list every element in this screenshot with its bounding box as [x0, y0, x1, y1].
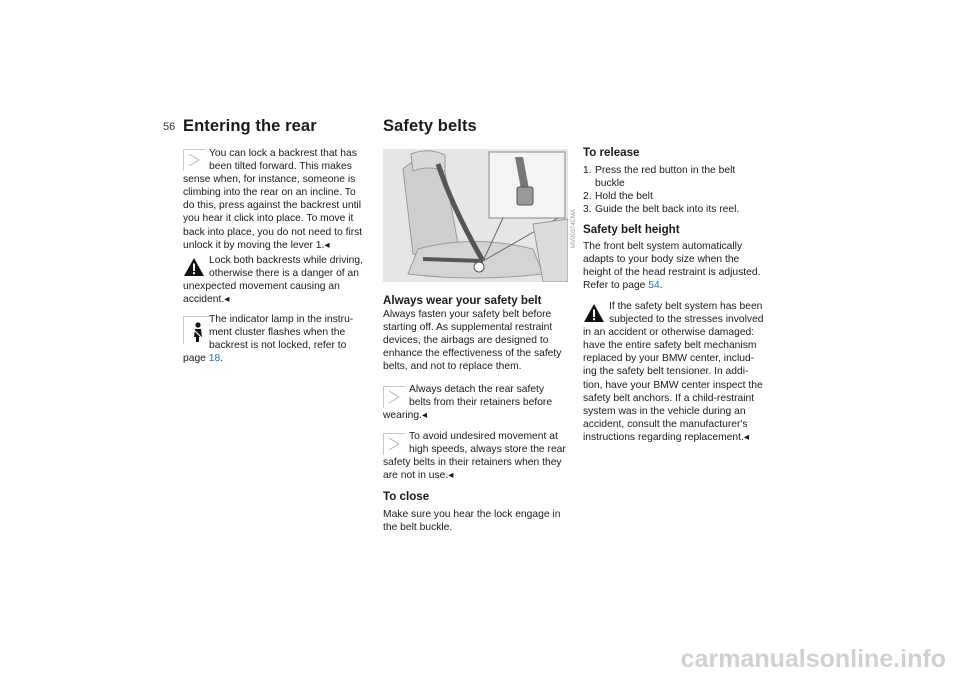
page-link-54[interactable]: 54 — [648, 280, 660, 292]
paragraph-always-fasten: Always fasten your safety belt before starting off. As supplemental restraint devices, the airbags are designed to enhance the effectiveness of the safety belts, and not to replace them. — [383, 309, 562, 373]
page-link-18[interactable]: 18 — [208, 353, 221, 365]
paragraph-belt-damage-warning: If the safety belt system has been subjected to the stresses involved in an accident or otherwise damaged: have the entire safety belt mechanism replaced by your BMW center, includ- ing the safety belt tensioner. In addi- tion, have your BMW center inspect the safety belt anchors. If a child-restraint system was in the vehicle during an accident, consult the manufacturer's instructions regarding replacement.◂ — [583, 301, 764, 443]
subheading-belt-height: Safety belt height — [583, 223, 680, 236]
release-steps-list — [583, 164, 775, 216]
list-item: 3. Guide the belt back into its reel. — [583, 204, 740, 216]
paragraph-detach-rear-belts: Always detach the rear safety belts from their retainers before wearing.◂ — [383, 384, 553, 422]
safety-belt-illustration — [383, 149, 568, 282]
subheading-always-wear: Always wear your safety belt — [383, 294, 542, 307]
paragraph-to-close: Make sure you hear the lock engage in the belt buckle. — [383, 509, 561, 534]
list-item: 1. Press the red button in the belt buckle — [583, 165, 736, 190]
page-number: 56 — [163, 121, 176, 133]
subheading-to-release: To release — [583, 146, 640, 159]
section-heading-entering-rear: Entering the rear — [183, 117, 317, 135]
list-item: 2. Hold the belt — [583, 191, 653, 203]
figure-code: MV00374CMA — [571, 208, 577, 248]
paragraph-belt-height: The front belt system automatically adapts to your body size when the height of the head restraint is adjusted. Refer to page 54. — [583, 241, 761, 292]
paragraph-indicator-lamp: The indicator lamp in the instru- ment cluster flashes when the backrest is not locked, refer to page 18. — [183, 314, 354, 365]
paragraph-avoid-movement: To avoid undesired movement at high speeds, always store the rear safety belts in their retainers when they are not in use.◂ — [383, 431, 566, 482]
paragraph-backrest-lock: You can lock a backrest that has been tilted forward. This makes sense when, for instance, someone is climbing into the rear on an incline. To do this, press against the backrest until you hear it click into place. To move it back into place, you do not need to first unlock it by moving the lever 1.◂ — [183, 148, 363, 251]
section-heading-safety-belts: Safety belts — [383, 117, 477, 135]
paragraph-lock-backrests-warning: Lock both backrests while driving, otherwise there is a danger of an unexpected movement causing an accident.◂ — [183, 255, 363, 306]
watermark: carmanualsonline.info — [680, 645, 946, 673]
subheading-to-close: To close — [383, 490, 430, 503]
